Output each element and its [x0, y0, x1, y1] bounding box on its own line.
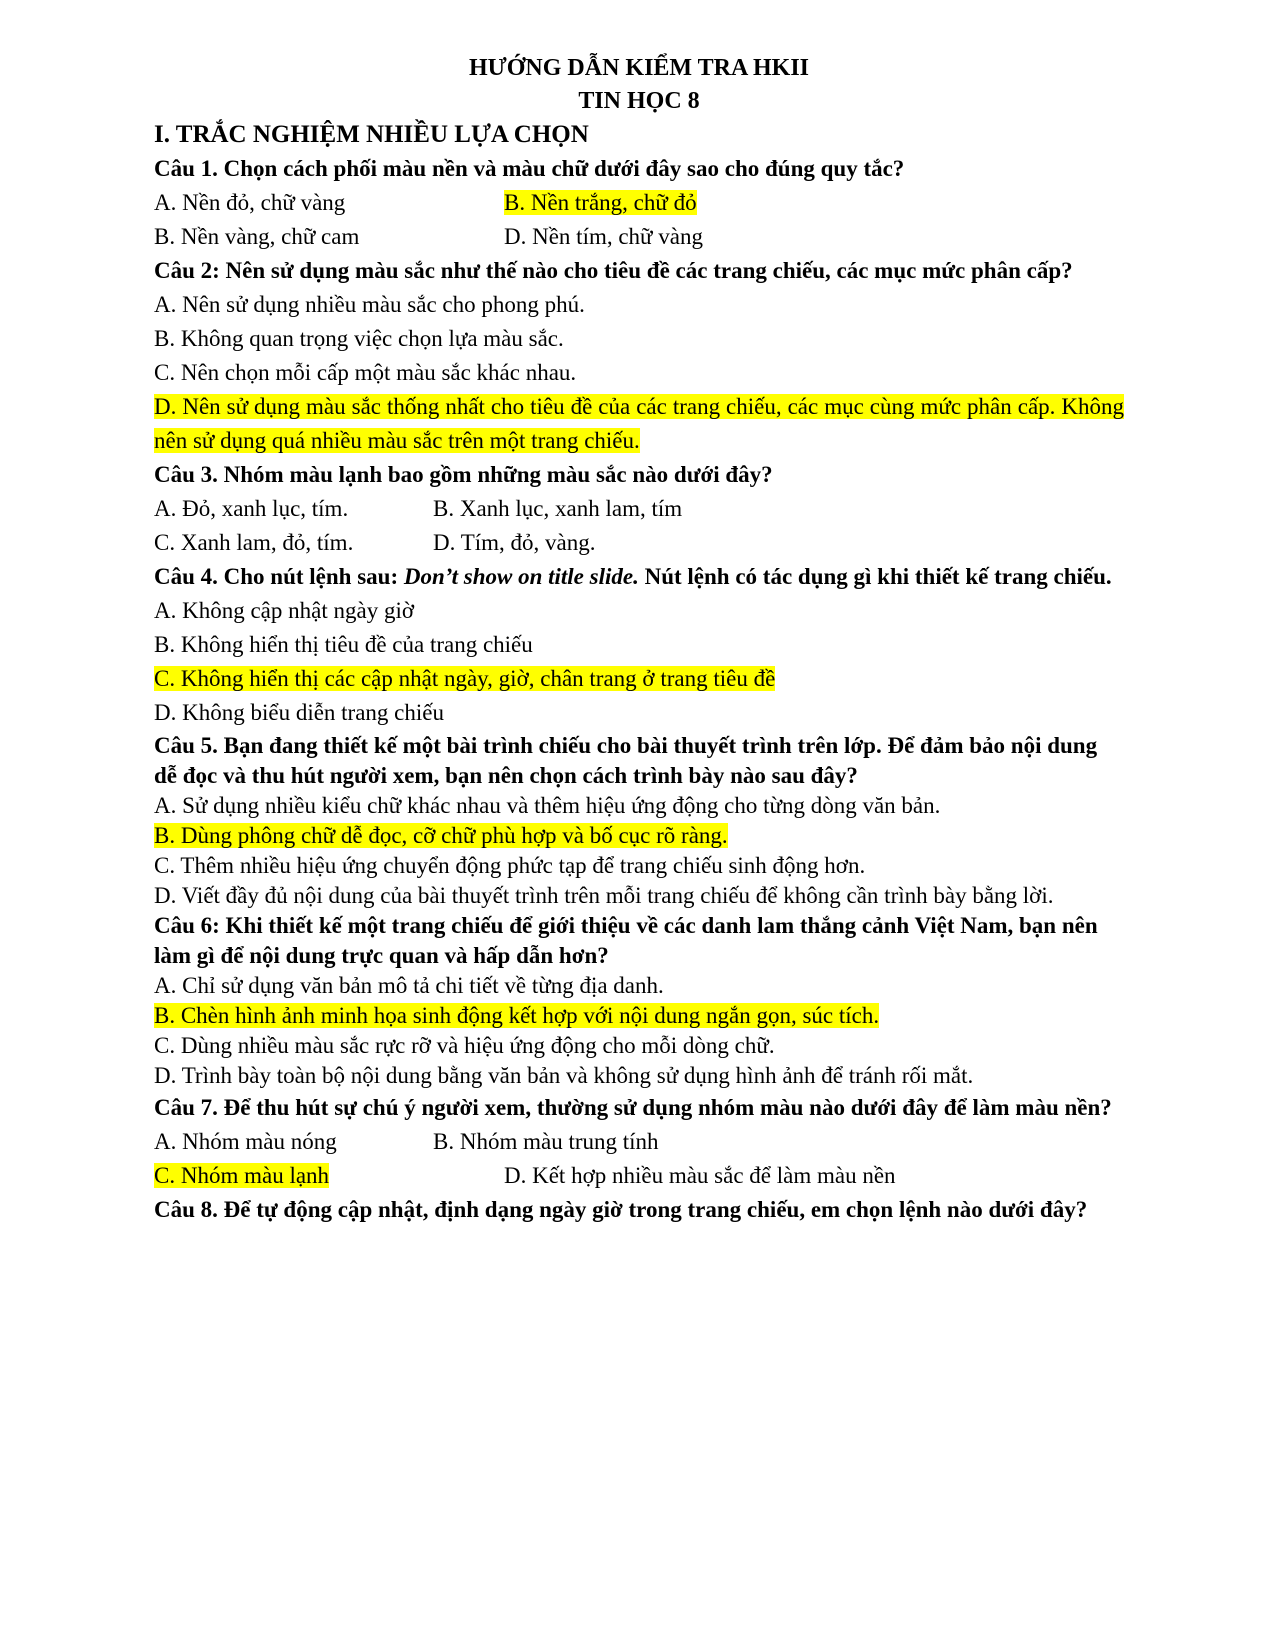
question-3: Câu 3. Nhóm màu lạnh bao gồm những màu sắc nào dưới đây?: [154, 462, 773, 487]
question-4-option-c: [154, 662, 1124, 696]
question-7-option-b: B. Nhóm màu trung tính: [433, 1129, 659, 1154]
question-7-option-d: D. Kết hợp nhiều màu sắc để làm màu nền: [504, 1163, 896, 1188]
question-5-option-c: C. Thêm nhiều hiệu ứng chuyển động phức tạp để trang chiếu sinh động hơn.: [154, 853, 866, 878]
question-3-options-row-1: [154, 492, 1124, 526]
question-7-option-c: [154, 1159, 504, 1193]
question-6-option-b-answer: B. Chèn hình ảnh minh họa sinh động kết hợp với nội dung ngắn gọn, súc tích.: [154, 1003, 880, 1028]
question-5-option-d: D. Viết đầy đủ nội dung của bài thuyết trình trên mỗi trang chiếu để không cần trình bày bằng lời.: [154, 883, 1054, 908]
question-2-option-b: B. Không quan trọng việc chọn lựa màu sắc.: [154, 326, 564, 351]
question-7-options-row-2: [154, 1159, 1124, 1193]
question-4-command-name: Don’t show on title slide.: [403, 564, 639, 589]
question-3-options-row-2: [154, 526, 1124, 560]
question-4-option-c-answer: C. Không hiển thị các cập nhật ngày, giờ, chân trang ở trang tiêu đề: [154, 666, 776, 691]
question-1-option-a: A. Nền đỏ, chữ vàng: [154, 190, 346, 215]
question-6-option-d: D. Trình bày toàn bộ nội dung bằng văn bản và không sử dụng hình ảnh để tránh rối mắt.: [154, 1063, 974, 1088]
question-6-option-c: C. Dùng nhiều màu sắc rực rỡ và hiệu ứng động cho mỗi dòng chữ.: [154, 1033, 775, 1058]
question-2-option-a: A. Nên sử dụng nhiều màu sắc cho phong phú.: [154, 292, 585, 317]
question-6-option-b: [154, 1001, 1124, 1031]
question-4-option-d: D. Không biểu diễn trang chiếu: [154, 700, 444, 725]
question-5-option-b: [154, 821, 1124, 851]
question-2-option-d: [154, 390, 1124, 458]
question-6: Câu 6: Khi thiết kế một trang chiếu để giới thiệu về các danh lam thắng cảnh Việt Nam, bạn nên làm gì để nội dung trực quan và hấp dẫn hơn?: [154, 913, 1098, 968]
question-7-option-a: A. Nhóm màu nóng: [154, 1129, 337, 1154]
question-1-options-row-1: [154, 186, 1124, 220]
question-6-option-a: A. Chỉ sử dụng văn bản mô tả chi tiết về từng địa danh.: [154, 973, 664, 998]
question-1-option-d: D. Nền tím, chữ vàng: [504, 224, 703, 249]
question-4-option-a: A. Không cập nhật ngày giờ: [154, 598, 414, 623]
question-4-option-b: B. Không hiển thị tiêu đề của trang chiếu: [154, 632, 533, 657]
question-3-option-c: C. Xanh lam, đỏ, tím.: [154, 530, 354, 555]
question-3-option-a: A. Đỏ, xanh lục, tím.: [154, 496, 349, 521]
document-title: HƯỚNG DẪN KIỂM TRA HKII: [468, 55, 810, 81]
question-2: Câu 2: Nên sử dụng màu sắc như thế nào cho tiêu đề các trang chiếu, các mục mức phân cấp?: [154, 258, 1073, 283]
question-4-text-before: Câu 4. Cho nút lệnh sau:: [154, 564, 404, 589]
document-subtitle: TIN HỌC 8: [578, 88, 700, 114]
question-2-option-c: C. Nên chọn mỗi cấp một màu sắc khác nhau.: [154, 360, 577, 385]
question-7-option-c-answer: C. Nhóm màu lạnh: [154, 1163, 330, 1188]
question-1: Câu 1. Chọn cách phối màu nền và màu chữ dưới đây sao cho đúng quy tắc?: [154, 156, 905, 181]
question-1-options-row-2: [154, 220, 1124, 254]
question-4: [154, 560, 1124, 594]
question-7-options-row-1: [154, 1125, 1124, 1159]
question-2-option-d-answer: D. Nên sử dụng màu sắc thống nhất cho tiêu đề của các trang chiếu, các mục cùng mức phân cấp. Không nên sử dụng quá nhiều màu sắc trên một trang chiếu.: [154, 394, 1124, 453]
question-3-option-d: D. Tím, đỏ, vàng.: [433, 530, 596, 555]
question-4-text-after: Nút lệnh có tác dụng gì khi thiết kế trang chiếu.: [638, 564, 1112, 589]
question-5-option-a: A. Sử dụng nhiều kiểu chữ khác nhau và thêm hiệu ứng động cho từng dòng văn bản.: [154, 793, 941, 818]
question-1-option-b-answer: B. Nền trắng, chữ đỏ: [504, 190, 697, 215]
question-8: Câu 8. Để tự động cập nhật, định dạng ngày giờ trong trang chiếu, em chọn lệnh nào dưới đây?: [154, 1197, 1088, 1222]
section-title: I. TRẮC NGHIỆM NHIỀU LỰA CHỌN: [154, 121, 589, 148]
document-page: [154, 52, 1124, 1227]
question-7: Câu 7. Để thu hút sự chú ý người xem, thường sử dụng nhóm màu nào dưới đây để làm màu nền?: [154, 1095, 1112, 1120]
question-5-option-b-answer: B. Dùng phông chữ dễ đọc, cỡ chữ phù hợp và bố cục rõ ràng.: [154, 823, 728, 848]
question-1-option-c: B. Nền vàng, chữ cam: [154, 224, 360, 249]
question-5: Câu 5. Bạn đang thiết kế một bài trình chiếu cho bài thuyết trình trên lớp. Để đảm bảo nội dung dễ đọc và thu hút người xem, bạn nên chọn cách trình bày nào sau đây?: [154, 733, 1098, 788]
question-3-option-b: B. Xanh lục, xanh lam, tím: [433, 496, 683, 521]
